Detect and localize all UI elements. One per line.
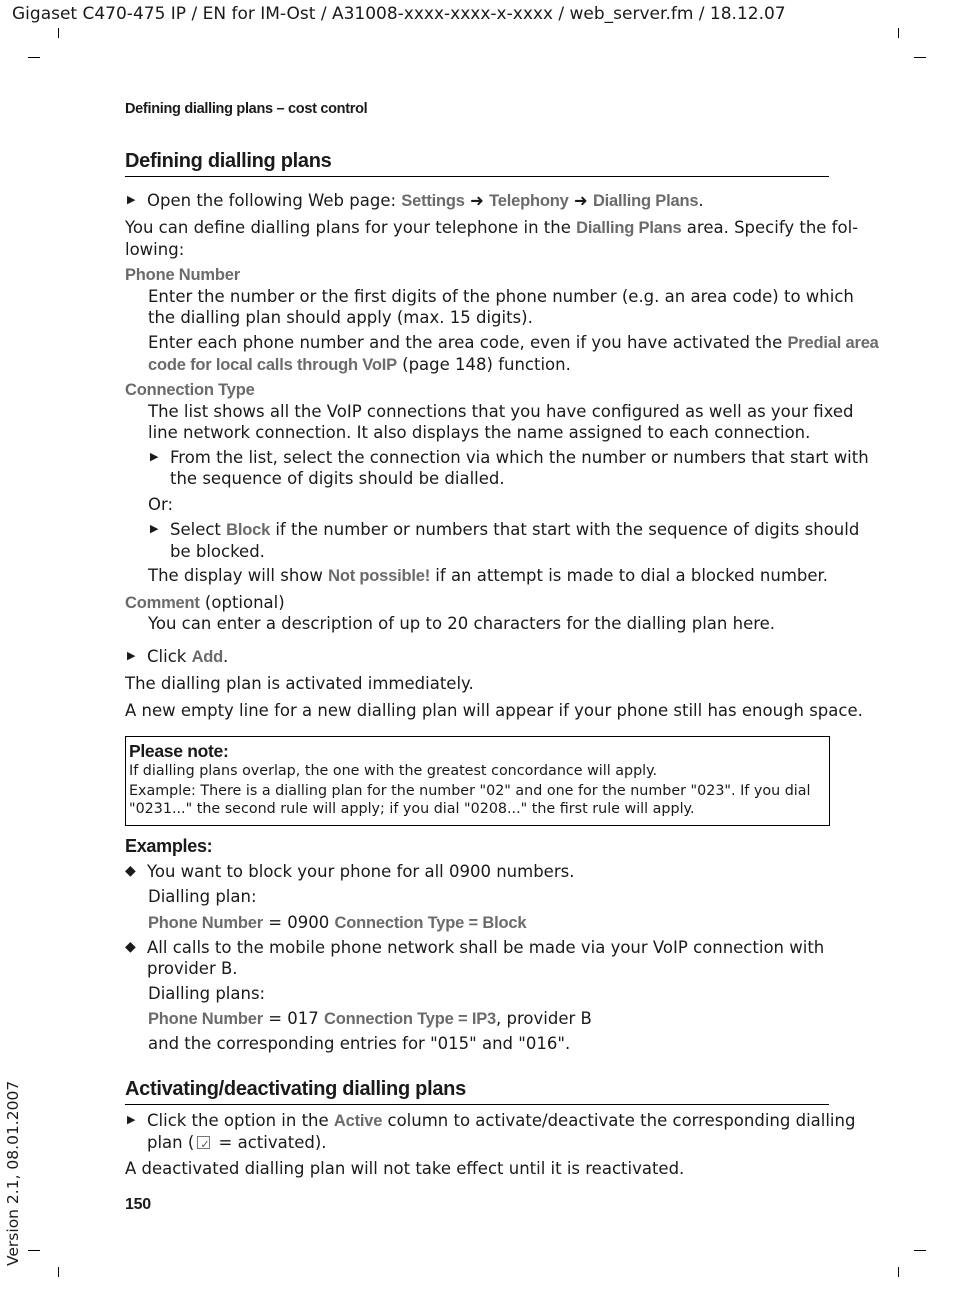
or-text: Or: [148, 495, 174, 514]
page-number: 150 [125, 1196, 151, 1213]
crop-mark [914, 1250, 926, 1251]
crop-mark [58, 28, 59, 38]
dialling-plan-label: Dialling plan: [148, 887, 257, 906]
version-label: Version 2.1, 08.01.2007 [4, 1080, 22, 1266]
example-1-plan: Phone Number = 0900 Connection Type = Block [148, 913, 527, 932]
phone-number-label: Phone Number [125, 266, 240, 284]
triangle-bullet-icon: ▶ [150, 522, 159, 535]
diamond-bullet-icon: ◆ [125, 939, 136, 955]
activate-step: Click the option in the Active column to activate/deactivate the corresponding dialling plan ( ✓ = activated). [147, 1111, 856, 1152]
comment-label: Comment (optional) [125, 593, 285, 612]
phone-number-note: Enter each phone number and the area code, even if you have activated the Predial area code for local calls through VoIP (page 148) function. [148, 333, 879, 374]
crop-mark [58, 1267, 59, 1277]
crop-mark [28, 57, 40, 58]
crop-mark [898, 1267, 899, 1277]
new-line-text: A new empty line for a new dialling plan will appear if your phone still has enough space. [125, 701, 863, 720]
diamond-bullet-icon: ◆ [125, 863, 136, 879]
arrow-right-icon: ➜ [470, 191, 484, 210]
triangle-bullet-icon: ▶ [127, 193, 136, 206]
note-box [125, 736, 830, 826]
example-1: You want to block your phone for all 0900 numbers. [147, 862, 575, 881]
triangle-bullet-icon: ▶ [127, 1113, 136, 1126]
section-rule [125, 1104, 829, 1105]
crop-mark [914, 57, 926, 58]
phone-number-desc: Enter the number or the first digits of the phone number (e.g. an area code) to which the dialling plan should apply (max. 15 digits). [148, 287, 854, 327]
crop-mark [898, 28, 899, 38]
connection-type-desc: The list shows all the VoIP connections that you have configured as well as your fixed line network connection. It also displays the name assigned to each connection. [148, 402, 854, 442]
nav-dialling-plans: Dialling Plans [592, 192, 699, 210]
dialling-plans-label: Dialling plans: [148, 984, 266, 1003]
examples-title: Examples: [125, 836, 213, 856]
note-line: If dialling plans overlap, the one with the greatest concordance will apply. [129, 763, 658, 779]
connection-step-select: From the list, select the connection via which the number or numbers that start with the sequence of digits should be dialled. [170, 448, 869, 488]
display-text: The display will show Not possible! if an attempt is made to dial a blocked number. [148, 566, 829, 585]
arrow-right-icon: ➜ [573, 191, 588, 210]
example-2-more: and the corresponding entries for "015" and "016". [148, 1034, 571, 1053]
section-title-defining: Defining dialling plans [125, 150, 332, 172]
running-title: Defining dialling plans – cost control [125, 101, 368, 117]
section-title-activating: Activating/deactivating dialling plans [125, 1078, 466, 1100]
connection-step-block: Select Block if the number or numbers that start with the sequence of digits should be blocked. [170, 520, 860, 561]
example-2-plan: Phone Number = 017 Connection Type = IP3, provider B [148, 1009, 592, 1028]
connection-type-label: Connection Type [125, 381, 255, 399]
triangle-bullet-icon: ▶ [150, 450, 159, 463]
note-line: Example: There is a dialling plan for the number "02" and one for the number "023". If you dial [129, 783, 811, 799]
checkbox-checked-icon: ✓ [197, 1136, 210, 1149]
nav-settings: Settings [401, 192, 465, 210]
note-title: Please note: [129, 741, 229, 761]
activated-text: The dialling plan is activated immediately. [125, 674, 474, 693]
comment-desc: You can enter a description of up to 20 characters for the dialling plan here. [148, 614, 776, 633]
note-line: "0231..." the second rule will apply; if you dial "0208..." the first rule will apply. [129, 801, 695, 817]
deactivated-text: A deactivated dialling plan will not take effect until it is reactivated. [125, 1159, 685, 1178]
nav-telephony: Telephony [489, 192, 569, 210]
crop-mark [28, 1250, 40, 1251]
example-2: All calls to the mobile phone network shall be made via your VoIP connection with provider B. [147, 938, 825, 978]
open-web-page-step: Open the following Web page: Settings ➜ Telephony ➜ Dialling Plans. [147, 191, 704, 210]
document-header: Gigaset C470-475 IP / EN for IM-Ost / A31008-xxxx-xxxx-x-xxxx / web_server.fm / 18.12.07 [12, 4, 786, 24]
section-rule [125, 176, 829, 177]
triangle-bullet-icon: ▶ [127, 649, 136, 662]
intro-text: You can define dialling plans for your telephone in the Dialling Plans area. Specify the fol- lowing: [125, 218, 859, 259]
click-add-step: Click Add. [147, 647, 229, 666]
